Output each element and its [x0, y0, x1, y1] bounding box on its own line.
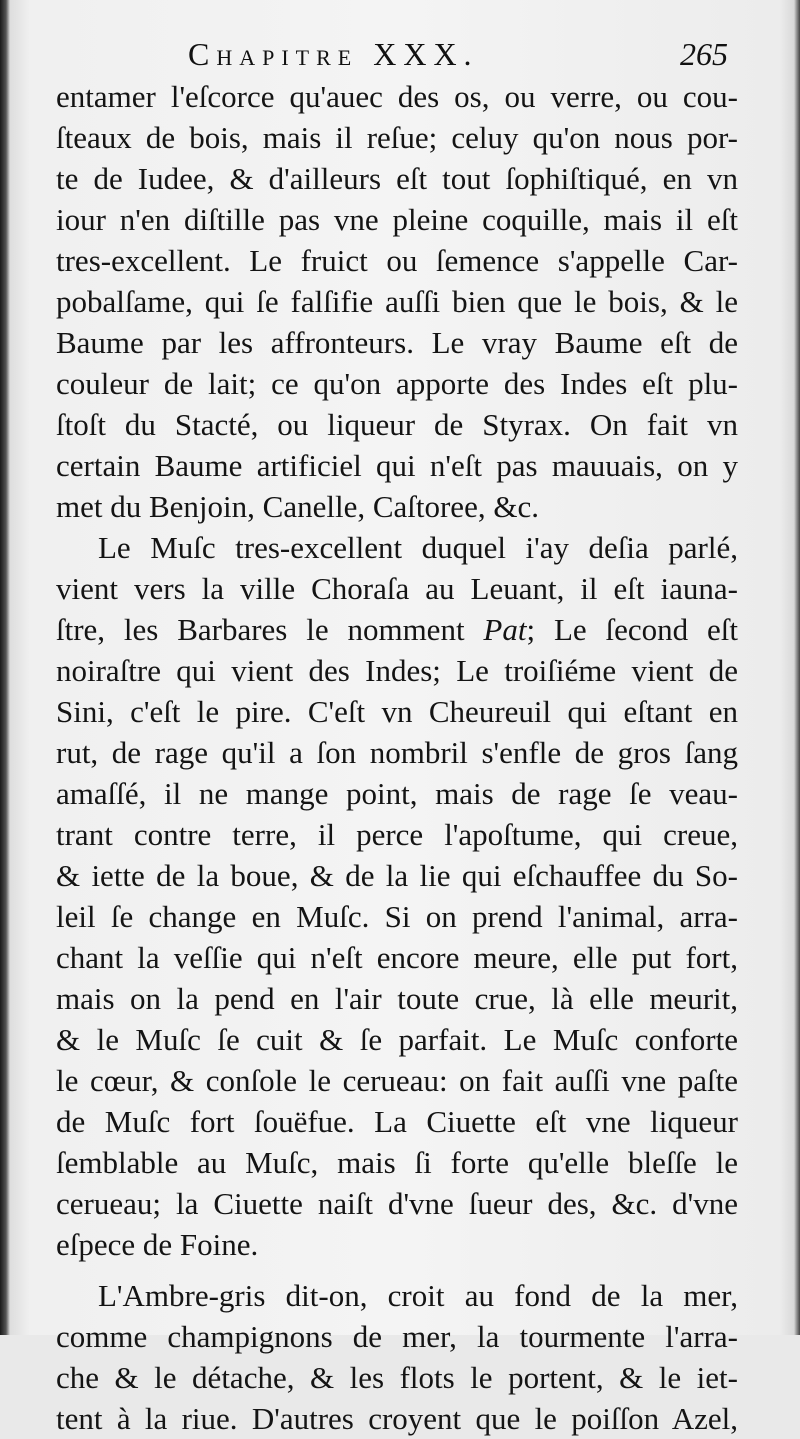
text-line: leil ſe change en Muſc. Si on prend l'animal, arra- [56, 899, 738, 934]
text-line: eſpece de Foine. [56, 1227, 259, 1262]
chapter-title: Chapitre XXX. [188, 36, 479, 72]
italic-word: Pat [483, 612, 527, 647]
text-line: L'Ambre-gris dit-on, croit au fond de la mer, [98, 1278, 738, 1313]
text-line: chant la veſſie qui n'eſt encore meure, elle put fort, [56, 940, 738, 975]
text-line: certain Baume artificiel qui n'eſt pas mauuais, on y [56, 448, 738, 483]
text-line: noiraſtre qui vient des Indes; Le troiſiéme vient de [56, 653, 738, 688]
paragraph-gap [56, 1265, 738, 1275]
text-line: & iette de la boue, & de la lie qui eſchauffee du So- [56, 858, 738, 893]
text-line: te de Iudee, & d'ailleurs eſt tout ſophiſtiqué, en vn [56, 161, 738, 196]
text-line: ſemblable au Muſc, mais ſi forte qu'elle bleſſe le [56, 1145, 738, 1180]
text-line: de Muſc fort ſouëfue. La Ciuette eſt vne liqueur [56, 1104, 738, 1139]
page-gutter-shadow [0, 0, 10, 1335]
running-head [188, 34, 728, 74]
text-line: pobalſame, qui ſe falſifie auſſi bien que le bois, & le [56, 284, 738, 319]
text-line: met du Benjoin, Canelle, Caſtoree, &c. [56, 489, 539, 524]
text-segment: ; Le ſecond eſt [526, 612, 738, 647]
text-segment: ſtre, les Barbares le nomment [56, 612, 465, 647]
page-edge-shadow [794, 0, 800, 1335]
text-line: tent à la riue. D'autres croyent que le poiſſon Azel, [56, 1401, 738, 1436]
text-line: trant contre terre, il perce l'apoſtume, qui creue, [56, 817, 738, 852]
text-line: iour n'en diſtille pas vne pleine coquille, mais il eſt [56, 202, 738, 237]
text-line: comme champignons de mer, la tourmente l'arra- [56, 1319, 738, 1354]
text-line: vient vers la ville Choraſa au Leuant, il eſt iauna- [56, 571, 738, 606]
text-line: che & le détache, & les flots le portent, & le iet- [56, 1360, 738, 1395]
text-line: amaſſé, il ne mange point, mais de rage ſe veau- [56, 776, 738, 811]
text-line: Le Muſc tres-excellent duquel i'ay deſia parlé, [98, 530, 738, 565]
text-line: ſteaux de bois, mais il reſue; celuy qu'on nous por- [56, 120, 738, 155]
text-line: le cœur, & conſole le cerueau: on fait auſſi vne paſte [56, 1063, 738, 1098]
body-text [56, 76, 738, 1439]
text-line: Sini, c'eſt le pire. C'eſt vn Cheureuil qui eſtant en [56, 694, 738, 729]
text-line: entamer l'eſcorce qu'auec des os, ou verre, ou cou- [56, 79, 738, 114]
text-line: rut, de rage qu'il a ſon nombril s'enfle de gros ſang [56, 735, 738, 770]
text-line: ſtoſt du Stacté, ou liqueur de Styrax. On fait vn [56, 407, 738, 442]
page-number: 265 [680, 36, 728, 72]
text-line: Baume par les affronteurs. Le vray Baume eſt de [56, 325, 738, 360]
paragraph-ambre-gris [56, 1275, 738, 1439]
text-line: mais on la pend en l'air toute crue, là elle meurit, [56, 981, 738, 1016]
text-line: couleur de lait; ce qu'on apporte des Indes eſt plu- [56, 366, 738, 401]
text-line-with-italic [56, 609, 738, 650]
text-line: & le Muſc ſe cuit & ſe parfait. Le Muſc conforte [56, 1022, 738, 1057]
paragraph-musc [56, 527, 738, 1265]
text-line: tres-excellent. Le fruict ou ſemence s'appelle Car- [56, 243, 738, 278]
paragraph-baume [56, 76, 738, 527]
text-line: cerueau; la Ciuette naiſt d'vne ſueur des, &c. d'vne [56, 1186, 738, 1221]
